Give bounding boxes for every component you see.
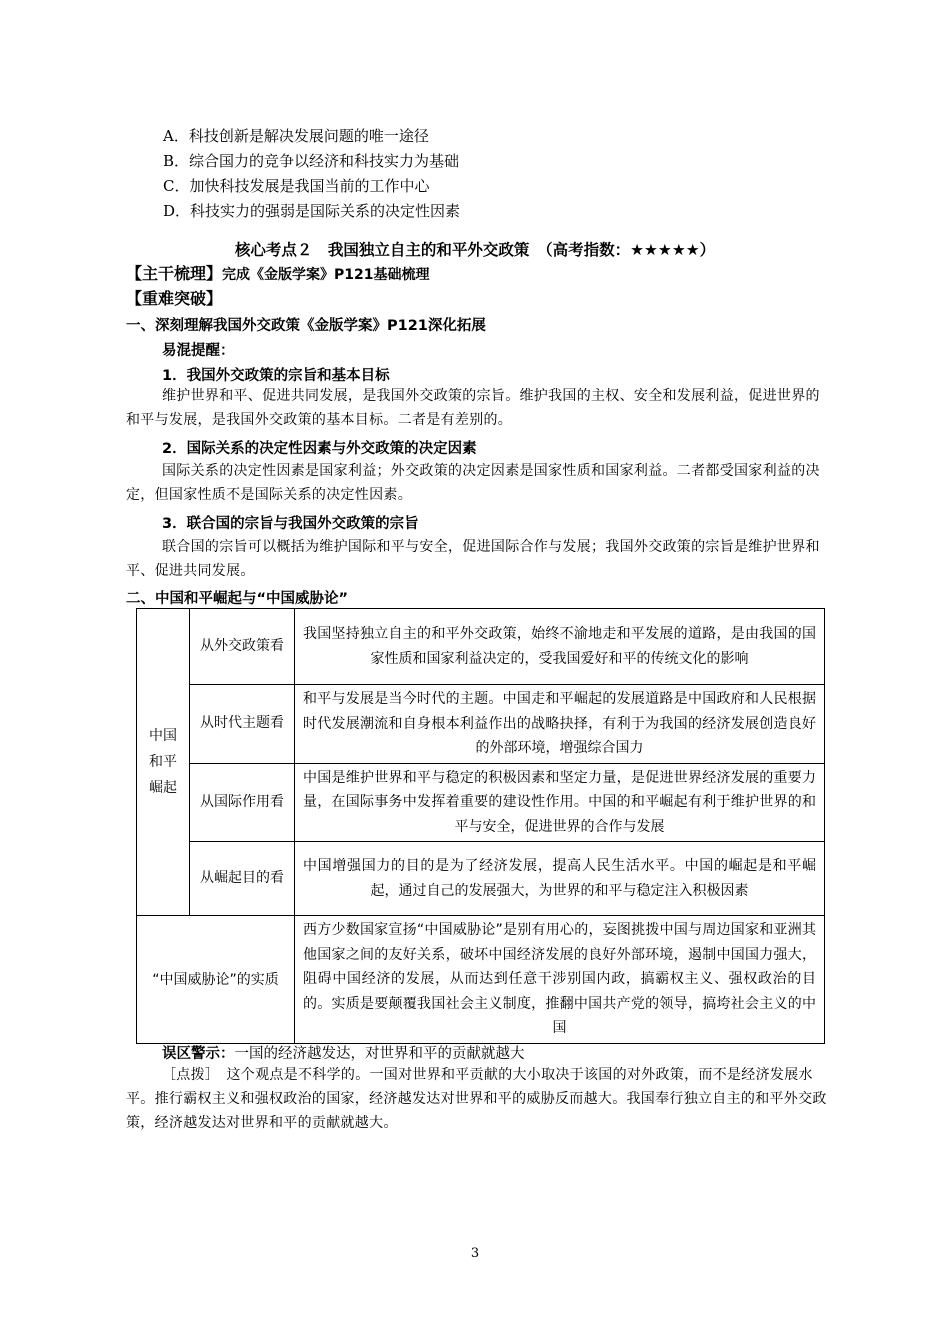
item3-text: 联合国的宗旨可以概括为维护国际和平与安全，促进国际合作与发展；我国外交政策的宗旨是维护世界和平、促进共同发展。	[126, 539, 820, 579]
table-row	[137, 916, 825, 1044]
item1-text: 维护世界和平、促进共同发展，是我国外交政策的宗旨。维护我国的主权、安全和发展利益，促进世界的和平与发展，是我国外交政策的基本目标。二者是有差别的。	[126, 388, 820, 428]
main-review-heading	[126, 262, 430, 287]
breakthrough-heading: 【重难突破】	[126, 289, 223, 308]
core-topic-title: 核心考点２ 我国独立自主的和平外交政策 （高考指数：★★★★★）	[234, 241, 716, 259]
section2-title: 二、中国和平崛起与“中国威胁论”	[126, 591, 349, 607]
aspect-cell	[190, 763, 295, 842]
aspect-label: 从外交政策看	[200, 638, 284, 654]
table-row	[137, 763, 825, 842]
threat-label: “中国威胁论”的实质	[152, 971, 279, 988]
group-label-cell	[137, 609, 190, 916]
aspect-cell	[190, 609, 295, 685]
content-cell: 中国是维护世界和平与稳定的积极因素和坚定力量，是促进世界经济发展的重要力量，在国际事务中发挥着重要的建设性作用。中国的和平崛起有利于维护世界的和平与安全，促进世界的合作与发展	[295, 763, 825, 842]
aspect-label: 从崛起目的看	[200, 870, 284, 886]
table-row	[137, 842, 825, 916]
aspect-label: 从时代主题看	[200, 715, 284, 732]
item2-title: 2．国际关系的决定性因素与外交政策的决定因素	[162, 441, 477, 457]
threat-label-cell	[137, 916, 295, 1044]
option-b: B．综合国力的竞争以经济和科技实力为基础	[163, 152, 460, 170]
misconception-comment: ［点拨］ 这个观点是不科学的。一国对世界和平贡献的大小取决于该国的对外政策，而不是经济发展水平。推行霸权主义和强权政治的国家，经济越发达对世界和平的威胁反而越大。我国奉行独立自主的和平外交政策，经济越发达对世界和平的贡献就越大。	[126, 1067, 827, 1131]
content-cell: 和平与发展是当今时代的主题。中国走和平崛起的发展道路是中国政府和人民根据时代发展潮流和自身根本利益作出的战略抉择，有利于为我国的经济发展创造良好的外部环境，增强综合国力	[295, 685, 825, 764]
reminder-label: 易混提醒：	[162, 343, 235, 359]
option-a: A．科技创新是解决发展问题的唯一途径	[163, 127, 429, 145]
aspect-cell	[190, 685, 295, 764]
content-cell: 我国坚持独立自主的和平外交政策，始终不渝地走和平发展的道路，是由我国的国家性质和国家利益决定的，受我国爱好和平的传统文化的影响	[295, 609, 825, 685]
content-cell: 中国增强国力的目的是为了经济发展，提高人民生活水平。中国的崛起是和平崛起，通过自己的发展强大，为世界的和平与稳定注入积极因素	[295, 842, 825, 916]
misconception-text: 一国的经济越发达，对世界和平的贡献就越大	[234, 1046, 525, 1062]
threat-content-cell: 西方少数国家宣扬“中国威胁论”是别有用心的，妄图挑拨中国与周边国家和亚洲其他国家之间的友好关系，破坏中国经济发展的良好外部环境，遏制中国国力强大，阻碍中国经济的发展，从而达到任意干涉别国内政，搞霸权主义、强权政治的目的。实质是要颠覆我国社会主义制度，推翻中国共产党的领导，搞垮社会主义的中国	[295, 916, 825, 1044]
aspect-label: 从国际作用看	[200, 793, 284, 810]
main-review-text: 完成《金版学案》P121基础梳理	[222, 267, 430, 283]
misconception-label: 误区警示：	[162, 1046, 235, 1062]
item3-title: 3．联合国的宗旨与我国外交政策的宗旨	[162, 516, 419, 532]
misconception-line	[162, 1042, 525, 1063]
option-c: C．加快科技发展是我国当前的工作中心	[163, 177, 430, 195]
table-row	[137, 609, 825, 685]
main-review-label: 【主干梳理】	[126, 264, 223, 283]
table-row	[137, 685, 825, 764]
page-number: 3	[470, 1246, 480, 1261]
item1-title: 1．我国外交政策的宗旨和基本目标	[162, 368, 390, 384]
item2-text: 国际关系的决定性因素是国家利益；外交政策的决定因素是国家性质和国家利益。二者都受国家利益的决定，但国家性质不是国际关系的决定性因素。	[126, 463, 820, 503]
group-label: 中国和平崛起	[149, 728, 177, 796]
aspect-cell	[190, 842, 295, 916]
option-d: D．科技实力的强弱是国际关系的决定性因素	[163, 202, 461, 220]
peaceful-rise-table	[136, 608, 825, 1044]
section1-title: 一、深刻理解我国外交政策《金版学案》P121深化拓展	[126, 318, 486, 334]
